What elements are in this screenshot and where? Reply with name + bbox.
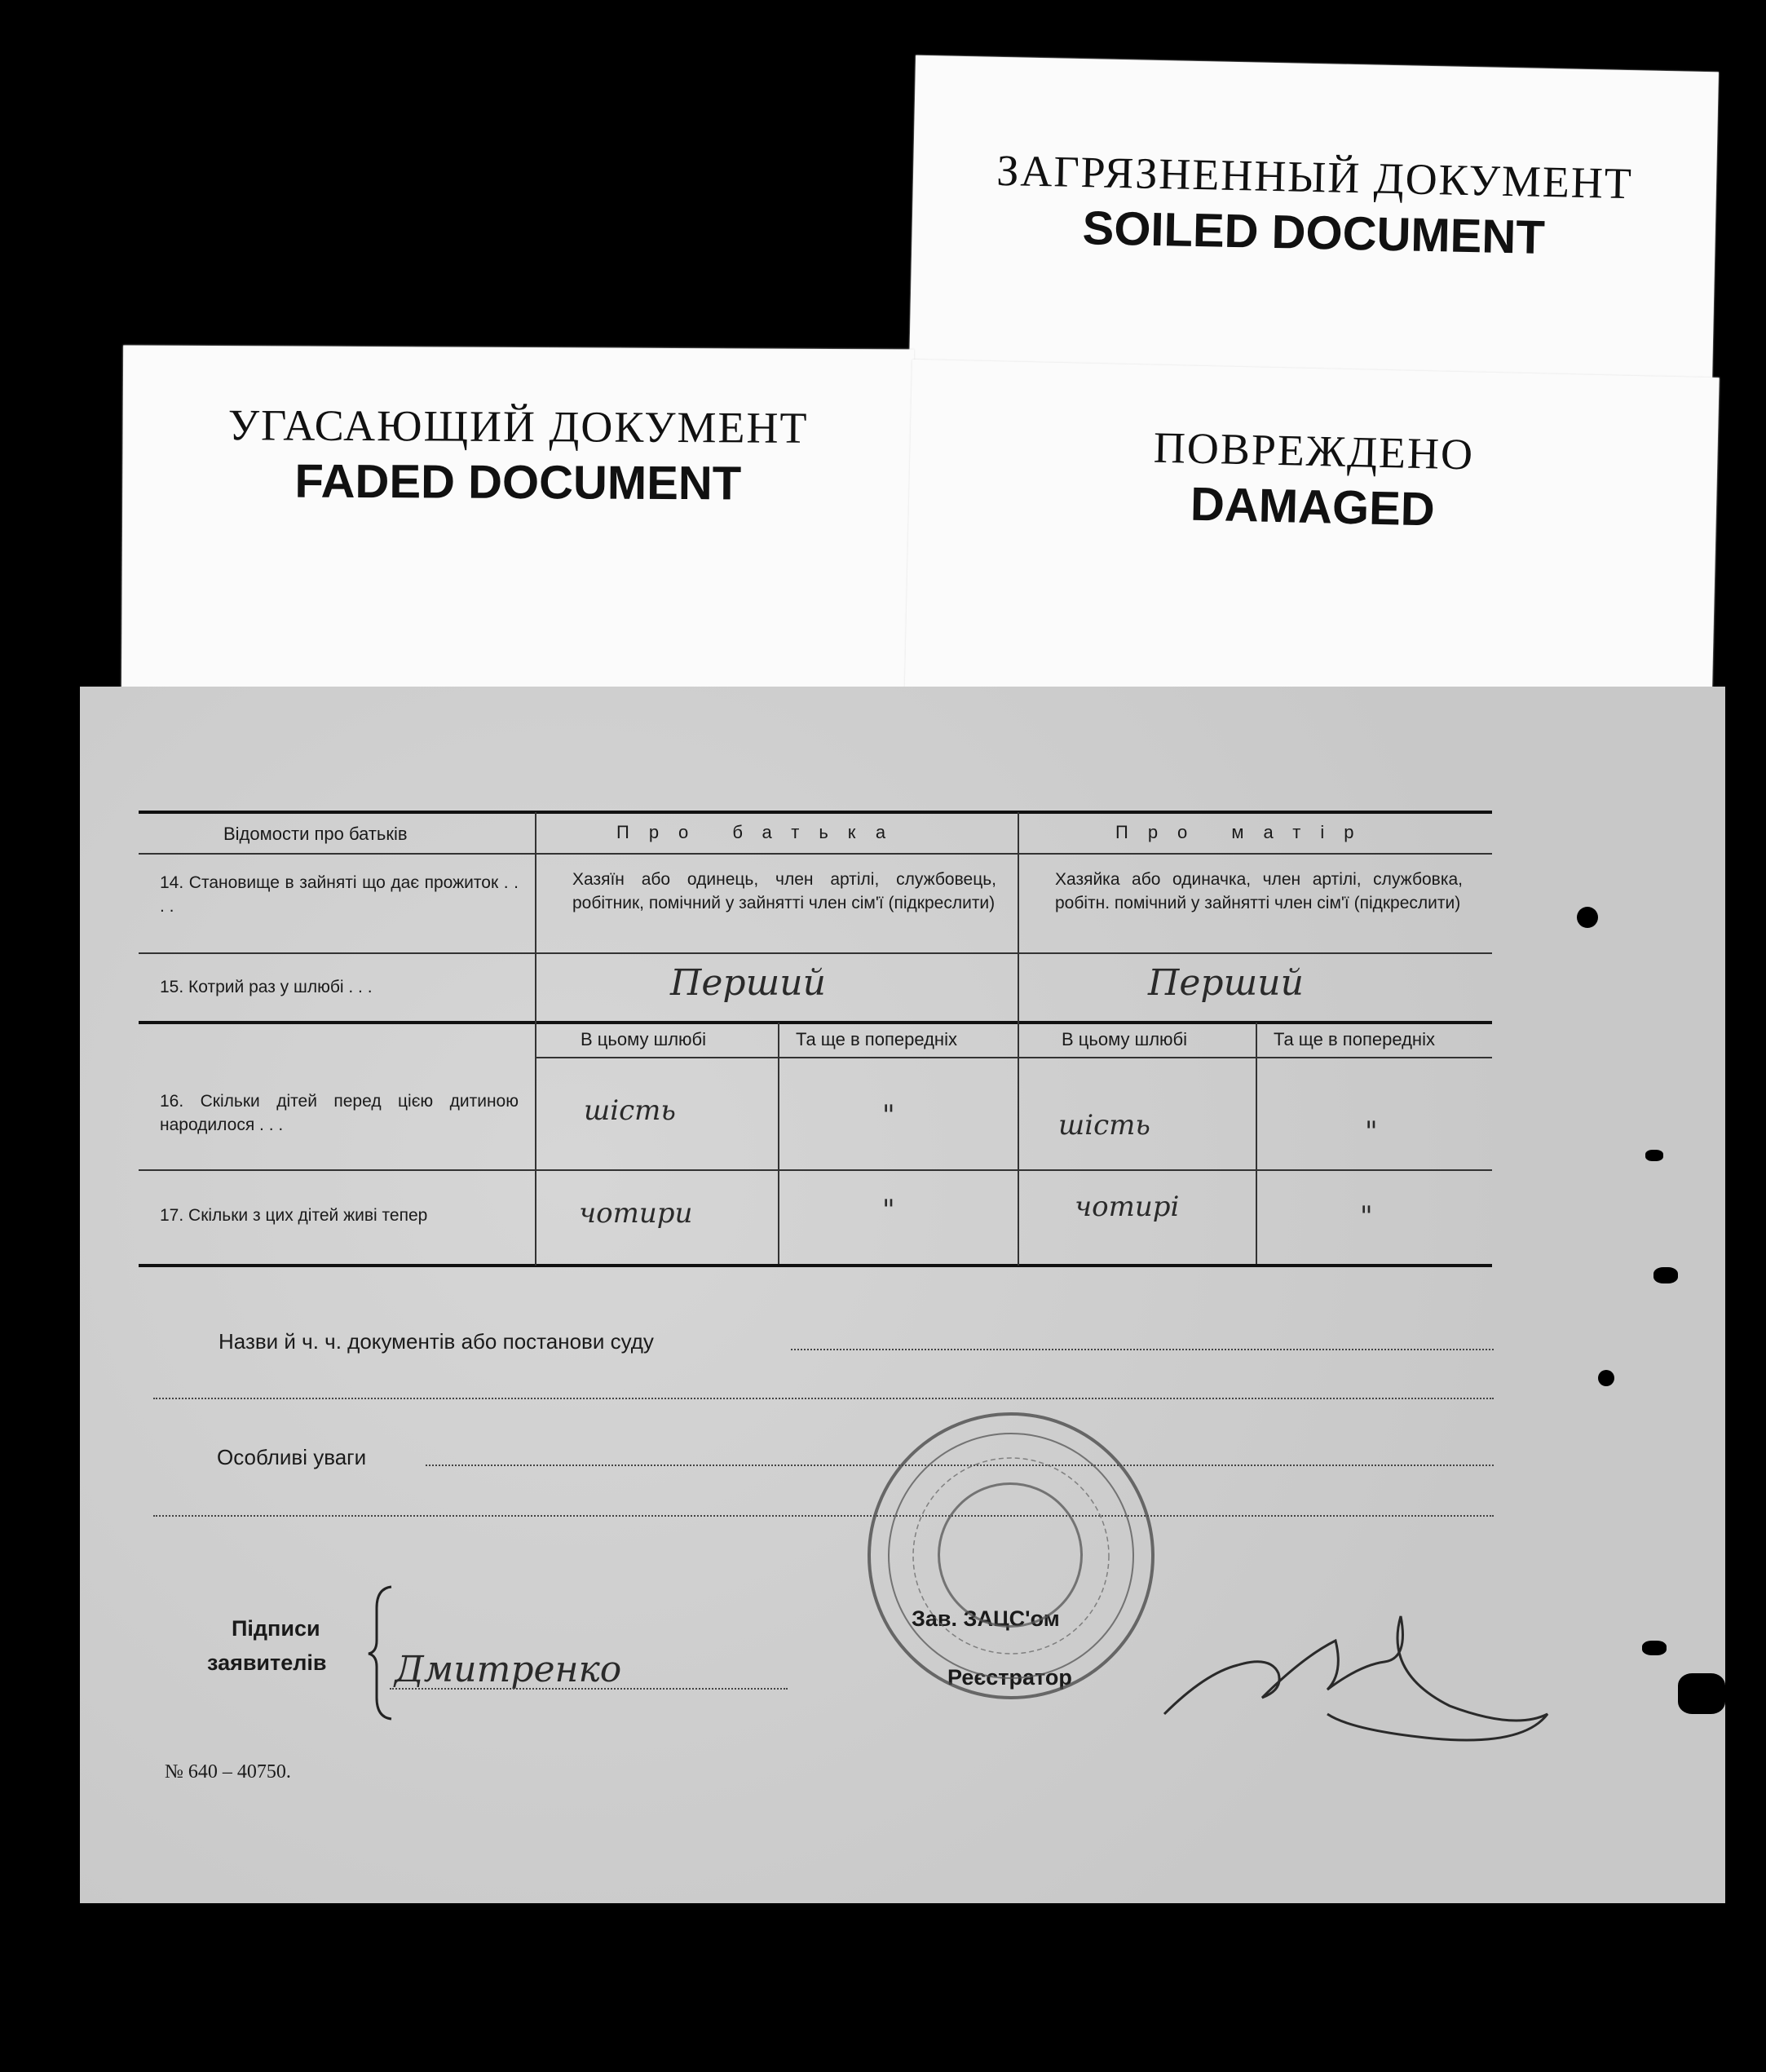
mother-this-marriage-header: В цьому шлюбі — [1062, 1029, 1188, 1049]
row17-father-this: чотири — [579, 1197, 693, 1230]
row17-label: 17. Скільки з цих дітей живі тепер — [160, 1206, 428, 1225]
header-father: Про батька — [616, 822, 906, 842]
documents-dotted-line-2 — [153, 1398, 1494, 1399]
row16-father-this: шість — [584, 1094, 676, 1127]
registrar-label: Реєстратор — [947, 1665, 1072, 1690]
row16-rule — [139, 1169, 1492, 1171]
col-divider-1 — [535, 812, 536, 1266]
row17-father-prev: " — [882, 1194, 895, 1226]
soiled-en-label: SOILED DOCUMENT — [1081, 201, 1546, 264]
punch-hole — [1577, 907, 1598, 928]
birth-registration-form — [80, 687, 1725, 1903]
remarks-dotted-line-2 — [153, 1515, 1494, 1517]
mother-previous-header: Та ще в попередніх — [1274, 1029, 1435, 1049]
table-top-rule — [139, 811, 1492, 814]
faded-en-label: FADED DOCUMENT — [294, 454, 742, 510]
row14-rule — [139, 952, 1492, 954]
table-bottom-rule — [139, 1264, 1492, 1267]
punch-hole — [1642, 1641, 1667, 1655]
damaged-document-card — [904, 360, 1719, 720]
damaged-ru-label: ПОВРЕЖДЕНО — [1153, 422, 1475, 479]
punch-hole — [1598, 1370, 1614, 1386]
faded-document-card — [121, 345, 914, 716]
row16-father-prev: " — [882, 1099, 895, 1132]
head-of-registry-label: Зав. ЗАЦС'ом — [912, 1606, 1060, 1631]
documents-dotted-line — [791, 1349, 1494, 1350]
torn-corner — [1678, 1673, 1725, 1714]
col-divider-mother-sub — [1256, 1023, 1257, 1264]
applicant-signature: Дмитренко — [395, 1649, 622, 1690]
registrar-signature — [1140, 1584, 1564, 1763]
header-mother: Про матір — [1115, 822, 1374, 842]
father-previous-header: Та ще в попередніх — [796, 1029, 957, 1049]
form-number: № 640 – 40750. — [165, 1761, 291, 1783]
row15-label: 15. Котрий раз у шлюбі . . . — [160, 978, 373, 996]
row17-mother-prev: " — [1360, 1200, 1373, 1233]
punch-hole — [1653, 1267, 1678, 1283]
row16-label: 16. Скільки дітей перед цією дитиною народилося . . . — [160, 1092, 519, 1134]
row15-rule — [139, 1021, 1492, 1024]
col-divider-2 — [1018, 812, 1019, 1266]
row14-father-text: Хазяїн або одинець, член артілі, службовець, робітник, помічний у зайнятті член сім'ї (підкреслити) — [572, 870, 996, 912]
damaged-en-label: DAMAGED — [1190, 477, 1436, 537]
punch-hole — [1645, 1150, 1663, 1161]
row17-mother-this: чотирі — [1075, 1191, 1180, 1223]
remarks-label: Особливі уваги — [217, 1445, 367, 1469]
documents-label: Назви й ч. ч. документів або постанови суду — [219, 1329, 654, 1354]
row16-mother-prev: " — [1365, 1116, 1378, 1148]
row15-father-handwritten: Перший — [670, 962, 826, 1004]
faded-ru-label: УГАСАЮЩИЙ ДОКУМЕНТ — [227, 400, 809, 453]
header-parents-info: Відомости про батьків — [223, 824, 408, 844]
signatures-label-1: Підписи — [232, 1616, 320, 1641]
subheader-rule — [536, 1057, 1492, 1058]
stamp-emblem — [938, 1482, 1083, 1628]
col-divider-father-sub — [778, 1023, 779, 1264]
signatures-label-2: заявителів — [207, 1650, 327, 1675]
row15-mother-handwritten: Перший — [1148, 962, 1304, 1004]
official-stamp — [868, 1412, 1155, 1699]
row14-label: 14. Становище в зайняті що дає прожиток . . . . — [160, 873, 519, 916]
soiled-ru-label: ЗАГРЯЗНЕННЫЙ ДОКУМЕНТ — [996, 145, 1634, 209]
header-rule — [139, 853, 1492, 855]
row16-mother-this: шість — [1058, 1109, 1150, 1142]
row14-mother-text: Хазяйка або одиначка, член артілі, службовка, робітн. помічний у зайнятті член сім'ї (підкреслити) — [1055, 870, 1463, 912]
father-this-marriage-header: В цьому шлюбі — [581, 1029, 707, 1049]
signature-dotted-line — [390, 1688, 788, 1690]
